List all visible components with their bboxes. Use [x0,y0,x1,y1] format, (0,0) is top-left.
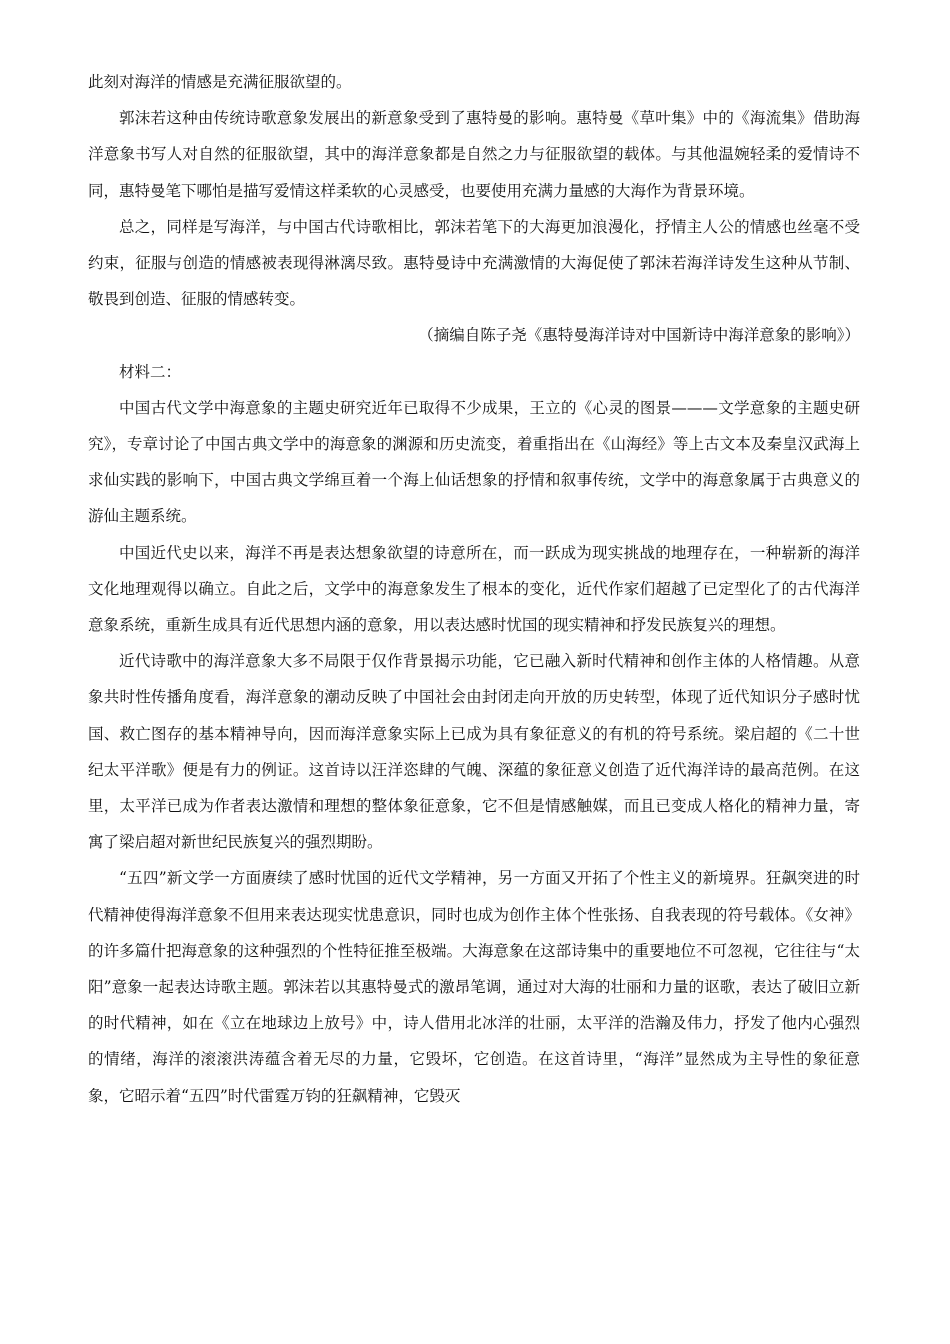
paragraph-whitman-influence: 郭沫若这种由传统诗歌意象发展出的新意象受到了惠特曼的影响。惠特曼《草叶集》中的《海流集》借助海洋意象书写人对自然的征服欲望，其中的海洋意象都是自然之力与征服欲望的载体。与其他温婉轻柔的爱情诗不同，惠特曼笔下哪怕是描写爱情这样柔软的心灵感受，也要使用充满力量感的大海作为背景环境。 [88,109,860,200]
paragraph-summary: 总之，同样是写海洋，与中国古代诗歌相比，郭沫若笔下的大海更加浪漫化，抒情主人公的情感也丝毫不受约束，征服与创造的情感被表现得淋漓尽致。惠特曼诗中充满激情的大海促使了郭沫若海洋诗发生这种从节制、敬畏到创造、征服的情感转变。 [88,217,860,309]
paragraph-ancient-sea-imagery: 中国古代文学中海意象的主题史研究近年已取得不少成果，王立的《心灵的图景———文学意象的主题史研究》，专章讨论了中国古典文学中的海意象的渊源和历史流变，着重指出在《山海经》等上古文本及秦皇汉武海上求仙实践的影响下，中国古典文学绵亘着一个海上仙话想象的抒情和叙事传统，文学中的海意象属于古典意义的游仙主题系统。 [88,398,860,526]
document-page [88,64,860,1114]
material-two-heading: 材料二： [119,362,182,381]
paragraph-modern-history: 中国近代史以来，海洋不再是表达想象欲望的诗意所在，而一跃成为现实挑战的地理存在，一种崭新的海洋文化地理观得以确立。自此之后，文学中的海意象发生了根本的变化，近代作家们超越了已定型化了的古代海洋意象系统，重新生成具有近代思想内涵的意象，用以表达感时忧国的现实精神和抒发民族复兴的理想。 [88,543,860,635]
paragraph-modern-poetry: 近代诗歌中的海洋意象大多不局限于仅作背景揭示功能，它已融入新时代精神和创作主体的人格情趣。从意象共时性传播角度看，海洋意象的潮动反映了中国社会由封闭走向开放的历史转型，体现了近代知识分子感时忧国、救亡图存的基本精神导向，因而海洋意象实际上已成为具有象征意义的有机的符号系统。梁启超的《二十世纪太平洋歌》便是有力的例证。这首诗以汪洋恣肆的气魄、深蕴的象征意义创造了近代海洋诗的最高范例。在这里，太平洋已成为作者表达激情和理想的整体象征意象，它不但是情感触媒，而且已变成人格化的精神力量，寄寓了梁启超对新世纪民族复兴的强烈期盼。 [88,652,860,852]
paragraph-may-fourth: “五四”新文学一方面赓续了感时忧国的近代文学精神，另一方面又开拓了个性主义的新境界。狂飙突进的时代精神使得海洋意象不但用来表达现实忧患意识，同时也成为创作主体个性张扬、自我表现的符号载体。《女神》的许多篇什把海意象的这种强烈的个性特征推至极端。大海意象在这部诗集中的重要地位不可忽视，它往往与“太阳”意象一起表达诗歌主题。郭沫若以其惠特曼式的激昂笔调，通过对大海的壮丽和力量的讴歌，表达了破旧立新的时代精神，如在《立在地球边上放号》中，诗人借用北冰洋的壮丽，太平洋的浩瀚及伟力，抒发了他内心强烈的情绪，海洋的滚滚洪涛蕴含着无尽的力量，它毁坏，它创造。在这首诗里，“海洋”显然成为主导性的象征意象，它昭示着“五四”时代雷霆万钧的狂飙精神，它毁灭 [88,869,860,1105]
paragraph-continued: 此刻对海洋的情感是充满征服欲望的。 [88,73,352,91]
source-citation: （摘编自陈子尧《惠特曼海洋诗对中国新诗中海洋意象的影响》） [418,326,860,345]
